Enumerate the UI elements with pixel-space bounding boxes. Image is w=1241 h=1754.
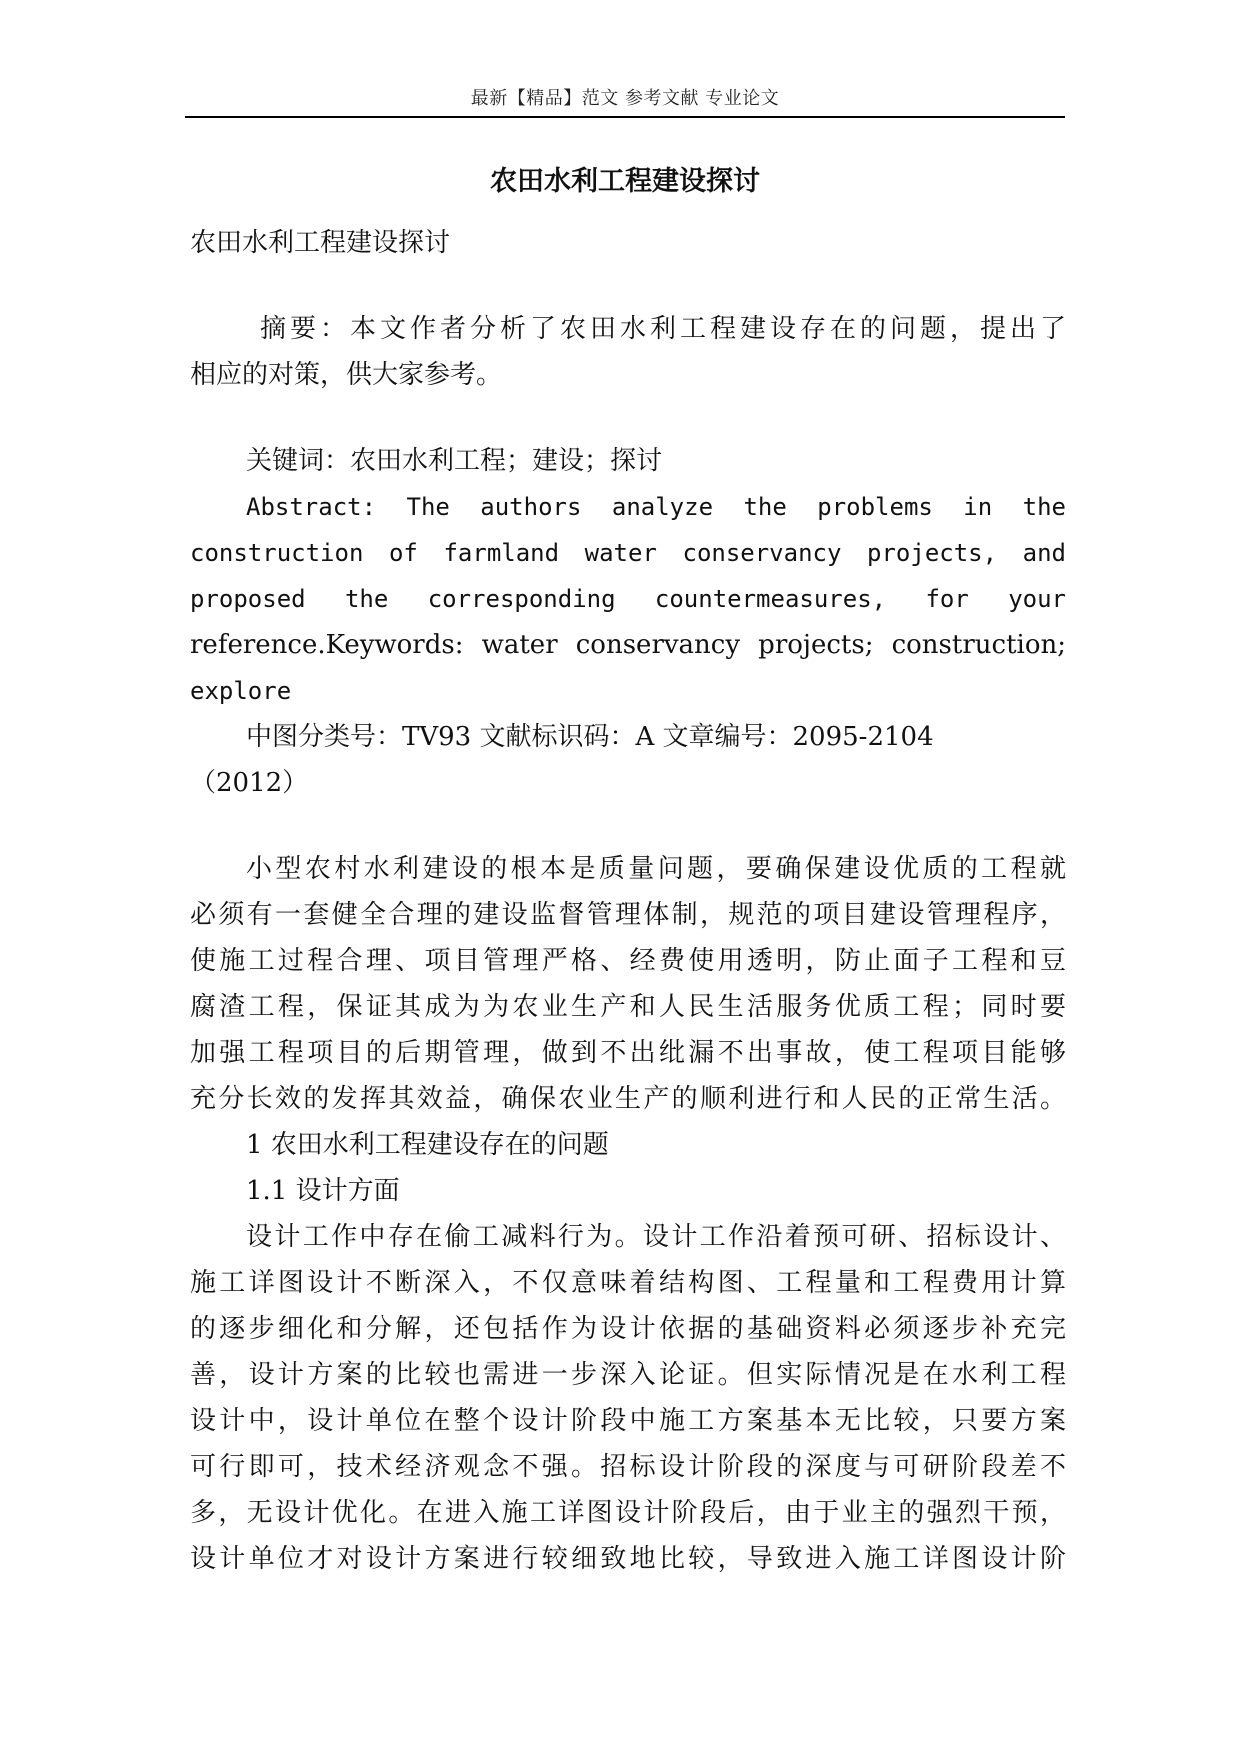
abstract-en-line: reference.Keywords: water conservancy projects; construction;	[190, 630, 1066, 660]
paragraph-line: 设计工作中存在偷工减料行为。设计工作沿着预可研、招标设计、	[246, 1222, 1066, 1252]
page-header: 最新【精品】范文 参考文献 专业论文	[470, 88, 780, 109]
keywords-cn: 关键词：农田水利工程；建设；探讨	[246, 446, 663, 476]
paragraph-line: 充分长效的发挥其效益，确保农业生产的顺利进行和人民的正常生活。	[190, 1084, 1066, 1114]
document-body	[190, 220, 1066, 1582]
abstract-cn-line: 相应的对策，供大家参考。	[190, 360, 503, 390]
paragraph-line: 善，设计方案的比较也需进一步深入论证。但实际情况是在水利工程	[190, 1360, 1066, 1390]
classification-line: 中图分类号：TV93 文献标识码：A 文章编号：2095-2104	[246, 722, 934, 752]
paragraph-line: 设计单位才对设计方案进行较细致地比较，导致进入施工详图设计阶	[190, 1544, 1066, 1574]
paragraph-line: 施工详图设计不断深入，不仅意味着结构图、工程量和工程费用计算	[190, 1268, 1066, 1298]
abstract-en-line: proposed the corresponding countermeasures, for your	[190, 585, 1066, 613]
subsection-heading: 1.1 设计方面	[246, 1176, 400, 1206]
paragraph-line: 多，无设计优化。在进入施工详图设计阶段后，由于业主的强烈干预，	[190, 1498, 1066, 1528]
classification	[190, 714, 1066, 806]
paragraph-line: 的逐步细化和分解，还包括作为设计依据的基础资料必须逐步补充完	[190, 1314, 1066, 1344]
document-title: 农田水利工程建设探讨	[490, 166, 760, 197]
subtitle: 农田水利工程建设探讨	[190, 228, 451, 258]
abstract-en-line: construction of farmland water conservancy projects, and	[190, 539, 1066, 567]
paragraph-line: 小型农村水利建设的根本是质量问题，要确保建设优质的工程就	[246, 854, 1066, 884]
section-heading: 1 农田水利工程建设存在的问题	[246, 1130, 609, 1160]
abstract-en	[190, 484, 1066, 714]
abstract-en-line: explore	[190, 677, 292, 705]
paragraph-line: 加强工程项目的后期管理，做到不出纰漏不出事故，使工程项目能够	[190, 1038, 1066, 1068]
paragraph-line: 必须有一套健全合理的建设监督管理体制，规范的项目建设管理程序，	[190, 900, 1066, 930]
paragraph-line: 使施工过程合理、项目管理严格、经费使用透明，防止面子工程和豆	[190, 946, 1066, 976]
abstract-cn-line: 摘要：本文作者分析了农田水利工程建设存在的问题，提出了	[260, 314, 1066, 344]
paragraph-line: 可行即可，技术经济观念不强。招标设计阶段的深度与可研阶段差不	[190, 1452, 1066, 1482]
spacer	[190, 806, 1066, 846]
paragraph-line: 设计中，设计单位在整个设计阶段中施工方案基本无比较，只要方案	[190, 1406, 1066, 1436]
abstract-en-line: Abstract: The authors analyze the problems in the	[246, 493, 1066, 521]
header-divider	[185, 116, 1065, 118]
spacer	[190, 398, 1066, 438]
classification-line: （2012）	[190, 768, 309, 798]
paragraph-design	[190, 1214, 1066, 1582]
abstract-cn	[190, 306, 1066, 398]
spacer	[190, 266, 1066, 306]
paragraph-intro	[190, 846, 1066, 1122]
paragraph-line: 腐渣工程，保证其成为为农业生产和人民生活服务优质工程；同时要	[190, 992, 1066, 1022]
